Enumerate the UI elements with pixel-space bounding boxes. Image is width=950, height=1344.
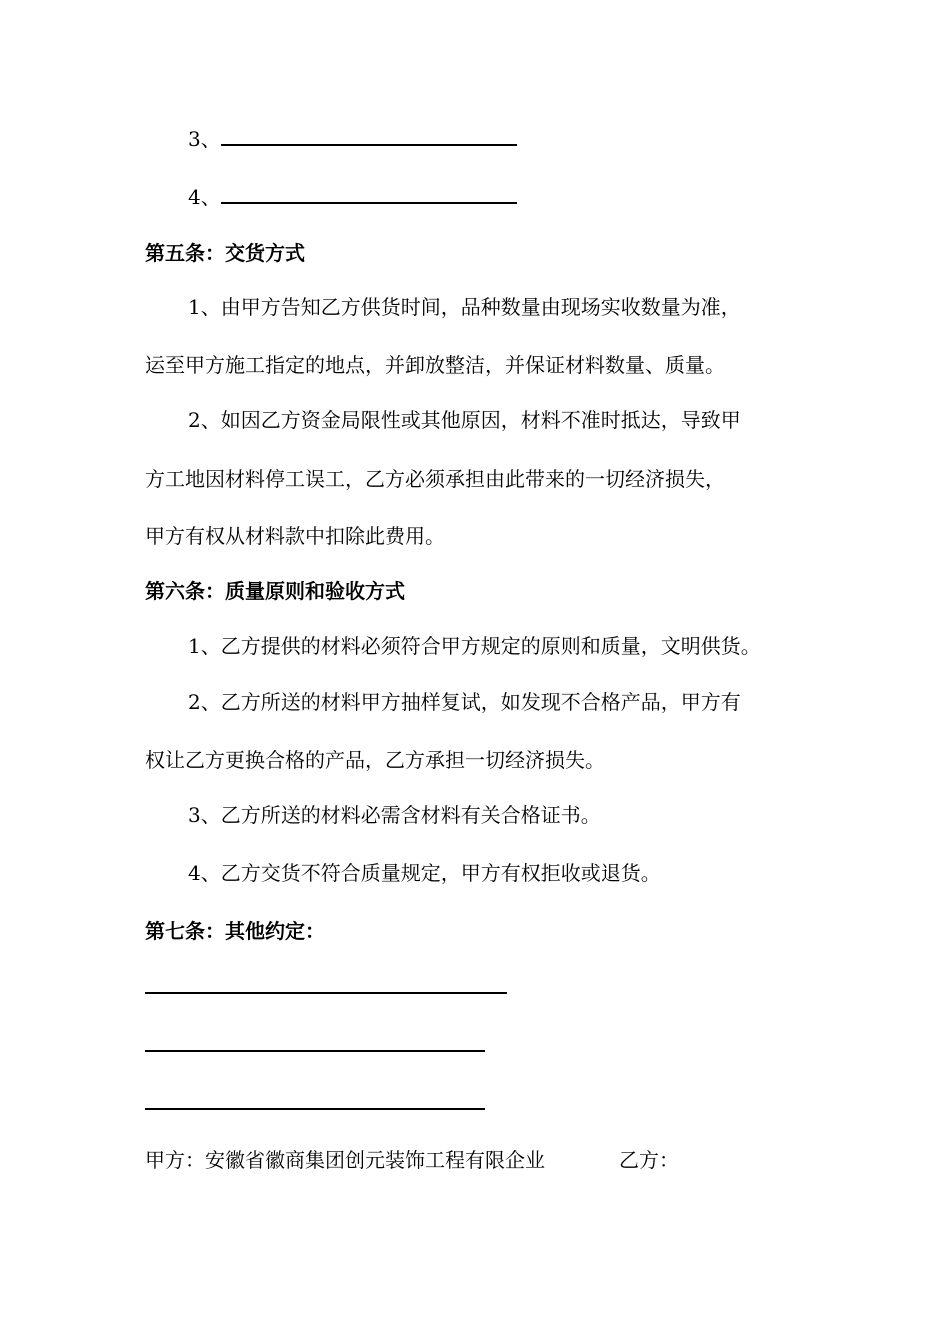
article5-line-1: 1、由甲方告知乙方供货时间，品种数量由现场实收数量为准， xyxy=(188,295,741,319)
article7-heading: 第七条：其他约定： xyxy=(145,919,325,943)
article5-line-2: 运至甲方施工指定的地点，并卸放整洁，并保证材料数量、质量。 xyxy=(145,353,725,377)
article6-heading: 第六条：质量原则和验收方式 xyxy=(145,579,405,603)
article6-line-5: 4、乙方交货不符合质量规定，甲方有权拒收或退货。 xyxy=(188,861,661,885)
other-agreement-blank-3 xyxy=(145,1108,485,1110)
article6-line-1: 1、乙方提供的材料必须符合甲方规定的原则和质量，文明供货。 xyxy=(188,634,761,658)
other-agreement-blank-1 xyxy=(145,992,507,994)
other-agreement-blank-2 xyxy=(145,1050,485,1052)
blank-item-3 xyxy=(188,124,517,153)
signature-line xyxy=(145,1146,845,1174)
fill-in-blank xyxy=(221,124,517,146)
blank-item-number: 3、 xyxy=(188,127,221,151)
blank-item-4 xyxy=(188,182,517,211)
party-a-label: 甲方：安徽省徽商集团创元装饰工程有限企业 xyxy=(145,1148,545,1172)
article6-line-3: 权让乙方更换合格的产品，乙方承担一切经济损失。 xyxy=(145,748,605,772)
article6-line-4: 3、乙方所送的材料必需含材料有关合格证书。 xyxy=(188,803,601,827)
blank-item-number: 4、 xyxy=(188,185,221,209)
article5-line-5: 甲方有权从材料款中扣除此费用。 xyxy=(145,524,445,548)
article6-line-2: 2、乙方所送的材料甲方抽样复试，如发现不合格产品，甲方有 xyxy=(188,690,741,714)
fill-in-blank xyxy=(221,182,517,204)
party-b-label: 乙方： xyxy=(619,1148,679,1172)
article5-line-3: 2、如因乙方资金局限性或其他原因，材料不准时抵达，导致甲 xyxy=(188,408,741,432)
article5-heading: 第五条：交货方式 xyxy=(145,241,305,265)
article5-line-4: 方工地因材料停工误工，乙方必须承担由此带来的一切经济损失， xyxy=(145,467,725,491)
